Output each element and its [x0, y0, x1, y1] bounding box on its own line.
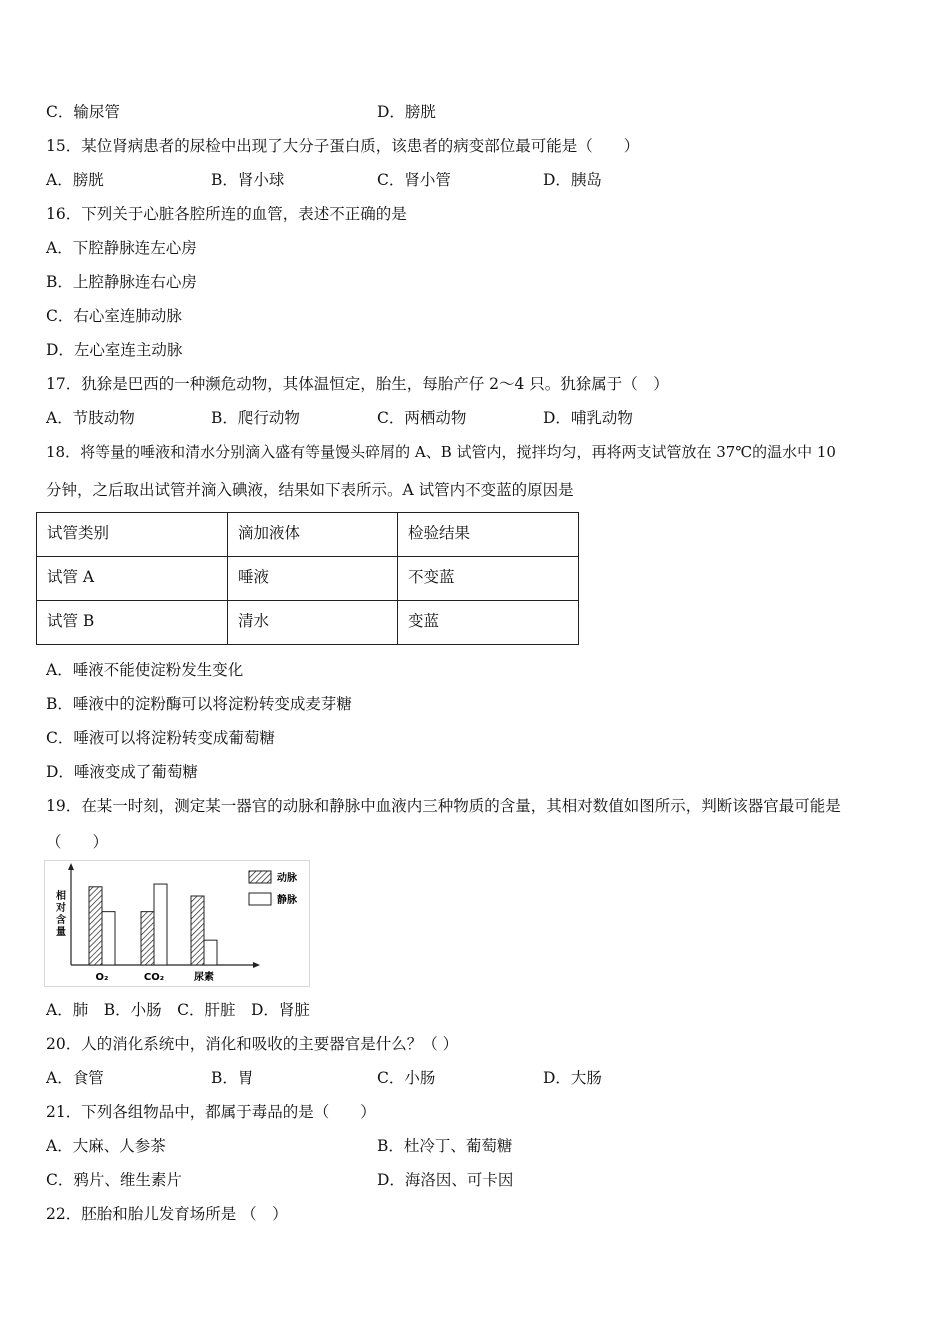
q19-bar-chart — [44, 860, 310, 987]
table-cell: 变蓝 — [398, 601, 579, 645]
table-cell: 不变蓝 — [398, 557, 579, 601]
q15-option-d: D．胰岛 — [543, 171, 602, 189]
q17-option-c: C．两栖动物 — [377, 409, 467, 427]
q20-option-a: A．食管 — [46, 1069, 104, 1087]
q17-option-b: B．爬行动物 — [211, 409, 300, 427]
table-cell: 试管 B — [37, 601, 228, 645]
q20-stem: 20．人的消化系统中，消化和吸收的主要器官是什么？（ ） — [46, 1035, 459, 1053]
y-axis-arrow — [68, 863, 74, 870]
q16-option-d: D．左心室连主动脉 — [46, 341, 183, 359]
q21-option-b: B．杜冷丁、葡萄糖 — [377, 1137, 513, 1155]
bar-artery-2 — [141, 912, 154, 965]
table-row — [37, 557, 579, 601]
q21-stem: 21．下列各组物品中，都属于毒品的是（ ） — [46, 1103, 376, 1121]
bar-artery-1 — [89, 887, 102, 965]
q17-option-d: D．哺乳动物 — [543, 409, 633, 427]
q22-stem: 22．胚胎和胎儿发育场所是 （ ） — [46, 1205, 288, 1223]
table-header-cell: 试管类别 — [37, 513, 228, 557]
q18-option-a: A．唾液不能使淀粉发生变化 — [46, 661, 244, 679]
bar-vein-1 — [102, 912, 115, 965]
x-axis-arrow — [253, 962, 260, 968]
legend-swatch — [249, 893, 271, 905]
q17-stem: 17．犰狳是巴西的一种濒危动物，其体温恒定，胎生，每胎产仔 2～4 只。犰狳属于（ ） — [46, 375, 669, 393]
q18-option-c: C．唾液可以将淀粉转变成葡萄糖 — [46, 729, 275, 747]
q15-option-a: A．膀胱 — [46, 171, 104, 189]
q20-option-d: D．大肠 — [543, 1069, 602, 1087]
table-row — [37, 601, 579, 645]
q18-stem-line1: 18．将等量的唾液和清水分别滴入盛有等量馒头碎屑的 A、B 试管内，搅拌均匀，再将两支试管放在 37℃的温水中 10 — [46, 443, 836, 461]
q20-option-c: C．小肠 — [377, 1069, 436, 1087]
table-header-cell: 检验结果 — [398, 513, 579, 557]
bar-vein-3 — [204, 940, 217, 965]
table-cell: 唾液 — [228, 557, 398, 601]
table-header-row — [37, 513, 579, 557]
x-tick-label: CO₂ — [143, 972, 165, 983]
q17-option-a: A．节肢动物 — [46, 409, 135, 427]
q16-option-a: A．下腔静脉连左心房 — [46, 239, 197, 257]
q15-option-b: B．肾小球 — [211, 171, 285, 189]
table-cell: 试管 A — [37, 557, 228, 601]
q21-option-a: A．大麻、人参茶 — [46, 1137, 166, 1155]
legend-swatch — [249, 871, 271, 883]
q16-option-c: C．右心室连肺动脉 — [46, 307, 182, 325]
q19-stem-line2: （ ） — [46, 833, 109, 851]
q14-option-d: D．膀胱 — [377, 103, 436, 121]
q18-option-d: D．唾液变成了葡萄糖 — [46, 763, 198, 781]
x-tick-label: 尿素 — [194, 972, 214, 983]
bar-vein-2 — [154, 884, 167, 965]
bar-artery-3 — [191, 896, 204, 965]
q19-stem-line1: 19．在某一时刻，测定某一器官的动脉和静脉中血液内三种物质的含量，其相对数值如图所示，判断该器官最可能是 — [46, 797, 841, 815]
q15-option-c: C．肾小管 — [377, 171, 451, 189]
q16-option-b: B．上腔静脉连右心房 — [46, 273, 197, 291]
q21-option-c: C．鸦片、维生素片 — [46, 1171, 182, 1189]
y-axis-label-text: 相对含量 — [56, 891, 66, 938]
legend-label: 动脉 — [277, 873, 297, 884]
q19-options: A．肺 B．小肠 C．肝脏 D．肾脏 — [46, 1001, 310, 1019]
q16-stem: 16．下列关于心脏各腔所连的血管，表述不正确的是 — [46, 205, 407, 223]
q14-option-c: C．输尿管 — [46, 103, 120, 121]
q20-option-b: B．胃 — [211, 1069, 254, 1087]
q15-stem: 15．某位肾病患者的尿检中出现了大分子蛋白质，该患者的病变部位最可能是（ ） — [46, 137, 640, 155]
table-header-cell: 滴加液体 — [228, 513, 398, 557]
q18-option-b: B．唾液中的淀粉酶可以将淀粉转变成麦芽糖 — [46, 695, 352, 713]
q21-option-d: D．海洛因、可卡因 — [377, 1171, 514, 1189]
chart-svg — [45, 861, 309, 986]
q18-stem-line2: 分钟，之后取出试管并滴入碘液，结果如下表所示。A 试管内不变蓝的原因是 — [46, 481, 574, 499]
q18-results-table — [36, 512, 579, 645]
legend-label: 静脉 — [277, 895, 297, 906]
y-axis-label — [55, 889, 66, 938]
x-tick-label: O₂ — [95, 972, 109, 983]
table-cell: 清水 — [228, 601, 398, 645]
